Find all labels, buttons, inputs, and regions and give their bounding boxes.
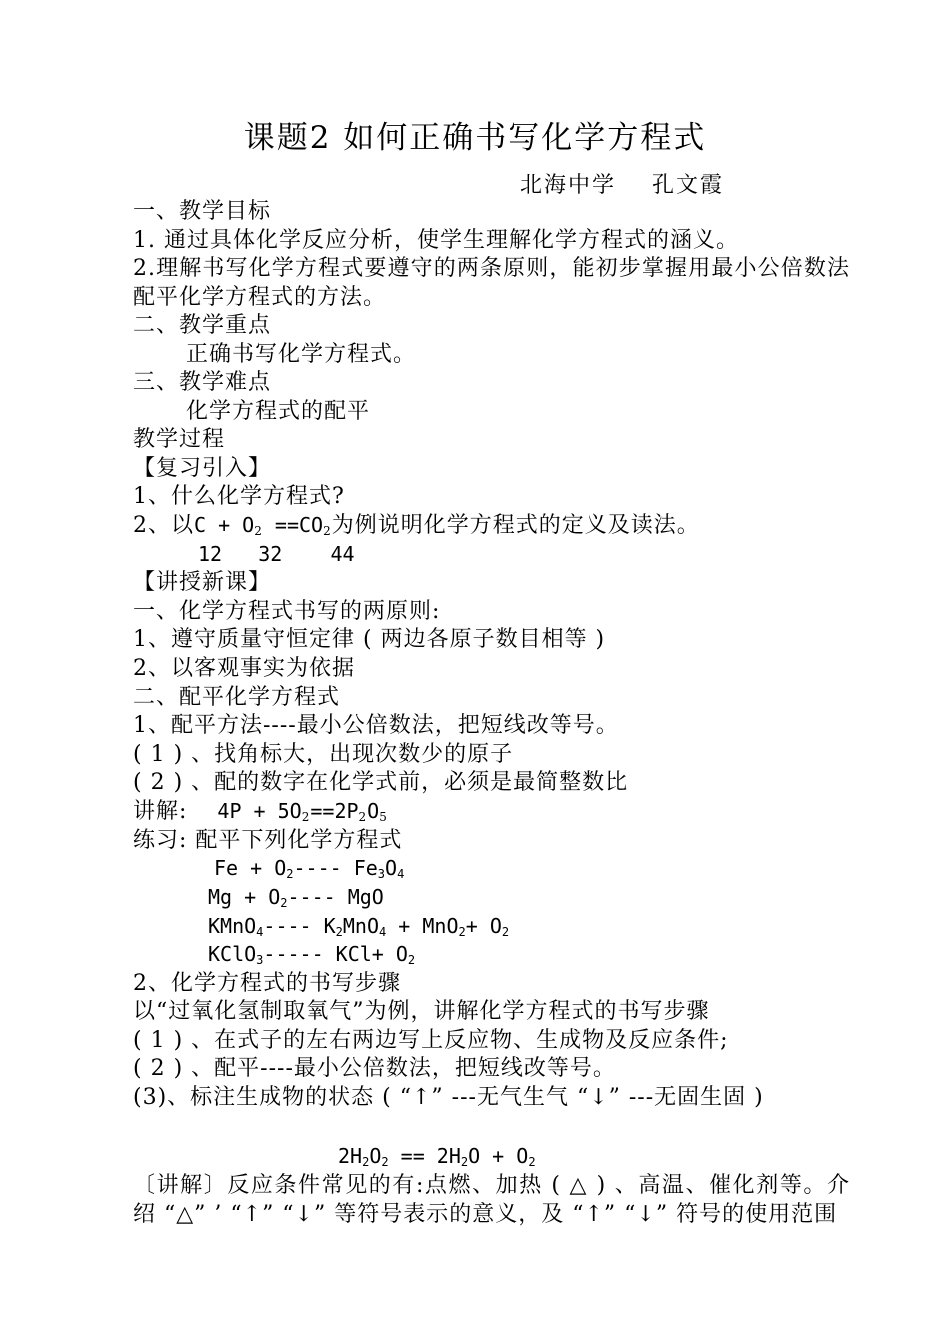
balancing-step-1: ( 1 ) 、找角标大，出现次数少的原子: [133, 742, 514, 767]
explain-example: 讲解: $4P + 5O_2==2P_2O_5$: [133, 799, 388, 824]
practice-equation-3: KMnO$_4$---- $K_2MnO_4 + MnO_2+ O_2$: [208, 914, 510, 939]
section-balancing: 二、配平化学方程式: [133, 685, 341, 710]
principle-1: 1、遵守质量守恒定律 ( 两边各原子数目相等 ): [133, 627, 606, 652]
conditions-note: 〔讲解〕反应条件常见的有:点燃、加热 ( △ ) 、高温、催化剂等。介绍 “△” ’ “↑” “↓” 等符号表示的意义，及 “↑” “↓” 符号的使用范围: [133, 1173, 850, 1227]
relative-masses: 12 32 44: [198, 542, 355, 566]
page-title: 课题2 如何正确书写化学方程式: [243, 120, 707, 156]
objectives-heading: 一、教学目标: [133, 199, 272, 224]
balancing-method: 1、配平方法----最小公倍数法，把短线改等号。: [133, 713, 619, 738]
practice-equation-2: $Mg + O_2----$ MgO: [208, 885, 384, 910]
objective-2: 2.理解书写化学方程式要遵守的两条原则，能初步掌握用最小公倍数法配平化学方程式的方法。: [133, 256, 850, 310]
objective-1: 1. 通过具体化学反应分析，使学生理解化学方程式的涵义。: [133, 228, 739, 253]
writing-steps-heading: 2、化学方程式的书写步骤: [133, 971, 401, 996]
review-question-2: 2、以$C + O_2 ==CO_2$为例说明化学方程式的定义及读法。: [133, 513, 700, 538]
principle-2: 2、以客观事实为依据: [133, 656, 355, 681]
practice-equation-4: KClO$_3$----- $KCl+ O_2$: [208, 942, 416, 967]
writing-steps-intro: 以“过氧化氢制取氧气”为例，讲解化学方程式的书写步骤: [133, 999, 710, 1024]
process-heading: 教学过程: [133, 427, 226, 452]
focus-text: 正确书写化学方程式。: [186, 342, 417, 367]
focus-heading: 二、教学重点: [133, 313, 272, 338]
practice-equation-1: $Fe + O_2----$ $Fe_3O_4$: [214, 856, 405, 881]
practice-heading: 练习: 配平下列化学方程式: [133, 828, 403, 853]
new-lesson-heading: 【讲授新课】: [133, 570, 272, 595]
writing-step-2: ( 2 ) 、配平----最小公倍数法，把短线改等号。: [133, 1056, 616, 1081]
author-line: 北海中学 孔文霞: [520, 173, 724, 198]
difficulty-text: 化学方程式的配平: [186, 399, 371, 424]
review-heading: 【复习引入】: [133, 456, 272, 481]
review-question-1: 1、什么化学方程式?: [133, 484, 345, 509]
balancing-step-2: ( 2 ) 、配的数字在化学式前，必须是最简整数比: [133, 770, 629, 795]
h2o2-equation: $2H_2O_2 == 2H_2O + O_2$: [338, 1144, 536, 1169]
section-two-principles: 一、化学方程式书写的两原则:: [133, 599, 441, 624]
writing-step-1: ( 1 ) 、在式子的左右两边写上反应物、生成物及反应条件;: [133, 1028, 729, 1053]
writing-step-3: (3)、标注生成物的状态 ( “↑” ---无气生气 “↓” ---无固生固 ): [133, 1085, 764, 1110]
difficulty-heading: 三、教学难点: [133, 370, 272, 395]
